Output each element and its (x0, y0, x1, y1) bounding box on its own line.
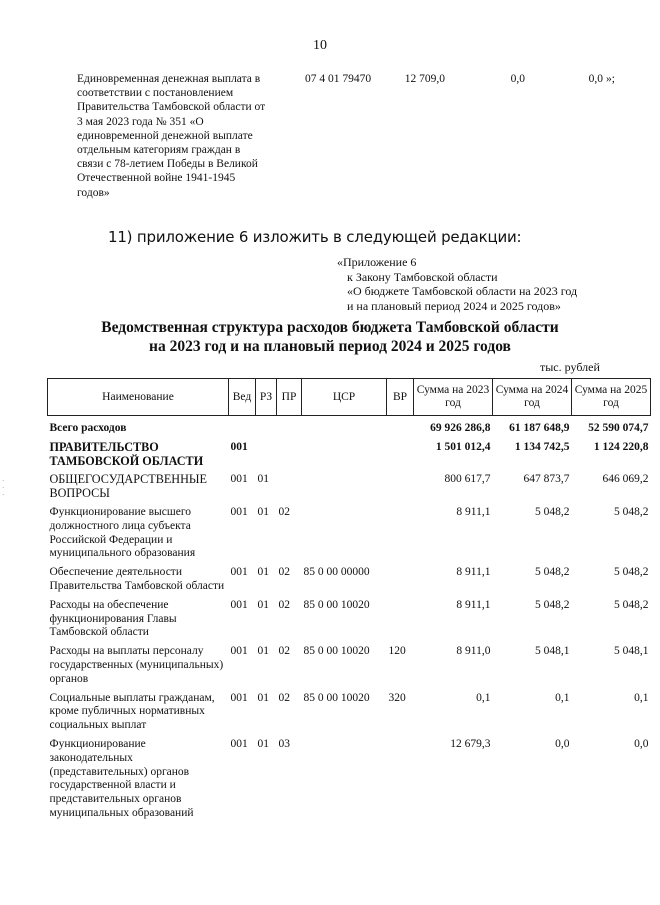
table-row (48, 738, 651, 821)
appendix-line-4: и на плановый период 2024 и 2025 годов» (347, 298, 561, 313)
instruction-paragraph: 11) приложение 6 изложить в следующей редакции: (108, 228, 522, 246)
header-sum-2024: Сумма на 2024 год (493, 379, 572, 416)
row-name: ОБЩЕГОСУДАРСТВЕННЫЕ ВОПРОСЫ (49, 472, 207, 501)
row-rz: 01 (257, 505, 269, 518)
row-rz: 01 (257, 598, 269, 611)
row-name: Функционирование законодательных (представительных) органов государственной власти и представительных органов муниципальных образований (49, 737, 194, 819)
row-csr: 85 0 00 10020 (303, 691, 370, 704)
row-sum-2024: 5 048,2 (535, 505, 570, 518)
row-csr (302, 738, 387, 821)
row-sum-2023: 1 501 012,4 (435, 440, 491, 453)
row-sum-2023: 0,1 (476, 691, 491, 704)
row-ved: 001 (230, 566, 248, 579)
row-sum-2024: 5 048,2 (535, 566, 570, 579)
row-pr: 02 (278, 691, 290, 704)
header-ved: Вед (229, 379, 256, 416)
row-rz: 01 (257, 691, 269, 704)
row-pr: 03 (278, 737, 290, 750)
row-sum-2024: 61 187 648,9 (509, 422, 570, 434)
row-ved: 001 (230, 645, 248, 658)
row-sum-2023: 8 911,1 (456, 505, 491, 518)
row-ved: 001 (230, 505, 248, 518)
row-ved: 001 (230, 440, 248, 453)
row-sum-2023: 8 911,0 (456, 645, 491, 658)
row-ved: 001 (230, 691, 248, 704)
table-row (48, 473, 651, 506)
row-csr (302, 506, 387, 566)
previous-row-closing-quote: »; (606, 73, 615, 85)
row-csr (302, 473, 387, 506)
row-pr: 02 (278, 645, 290, 658)
row-sum-2025: 52 590 074,7 (588, 422, 649, 434)
row-name: Всего расходов (49, 422, 127, 434)
row-vr (387, 566, 414, 599)
table-header-row (48, 379, 651, 416)
row-vr (387, 506, 414, 566)
row-ved (229, 416, 256, 441)
row-sum-2025: 5 048,1 (614, 645, 649, 658)
row-sum-2025: 1 124 220,8 (593, 440, 649, 453)
table-row (48, 566, 651, 599)
row-csr: 85 0 00 10020 (303, 598, 370, 611)
previous-row-code: 07 4 01 79470 (305, 73, 372, 85)
appendix-header (337, 255, 577, 313)
header-name: Наименование (48, 379, 229, 416)
row-sum-2024: 647 873,7 (523, 473, 570, 486)
row-rz: 01 (257, 645, 269, 658)
expense-table (47, 378, 651, 821)
table-row (48, 692, 651, 738)
table-row (48, 506, 651, 566)
row-name: Функционирование высшего должностного лица субъекта Российской Федерации и муниципального образования (49, 505, 196, 560)
table-row (48, 645, 651, 691)
row-vr (387, 599, 414, 645)
row-name: Расходы на выплаты персоналу государственных (муниципальных) органов (49, 645, 224, 685)
row-vr (387, 473, 414, 506)
row-vr (387, 441, 414, 474)
row-sum-2023: 12 679,3 (450, 737, 491, 750)
row-sum-2024: 5 048,1 (535, 645, 570, 658)
row-rz: 01 (257, 737, 269, 750)
row-sum-2023: 8 911,1 (456, 598, 491, 611)
previous-row-2023: 12 709,0 (404, 73, 445, 85)
row-name: ПРАВИТЕЛЬСТВО ТАМБОВСКОЙ ОБЛАСТИ (49, 439, 204, 468)
row-vr: 120 (388, 645, 406, 658)
row-sum-2025: 5 048,2 (614, 598, 649, 611)
row-rz: 01 (257, 473, 269, 486)
page-number: 10 (313, 38, 327, 53)
header-csr: ЦСР (302, 379, 387, 416)
row-sum-2023: 800 617,7 (444, 473, 491, 486)
row-sum-2024: 0,1 (555, 691, 570, 704)
row-sum-2025: 5 048,2 (614, 505, 649, 518)
appendix-line-1: «Приложение 6 (337, 255, 417, 269)
row-csr (302, 416, 387, 441)
header-vr: ВР (387, 379, 414, 416)
previous-row-2024: 0,0 (510, 73, 525, 85)
table-row (48, 441, 651, 474)
row-rz (256, 416, 277, 441)
row-vr: 320 (388, 691, 406, 704)
row-sum-2024: 0,0 (555, 737, 570, 750)
document-title (0, 318, 660, 356)
row-name: Социальные выплаты гражданам, кроме публичных нормативных социальных выплат (49, 691, 215, 732)
previous-row-name: Единовременная денежная выплата в соответствии с постановлением Правительства Тамбовской области от 3 мая 2023 года № 351 «О единовременной денежной выплате отдельным категориям граждан в связи с 78-летием Победы в Великой Отечественной войне 1941-1945 годов» (77, 73, 266, 199)
units-label: тыс. рублей (540, 360, 600, 374)
previous-row-2025: 0,0 (588, 73, 603, 85)
margin-mark: · · · (2, 477, 5, 499)
row-csr: 85 0 00 10020 (303, 645, 370, 658)
row-pr: 02 (278, 598, 290, 611)
row-sum-2024: 5 048,2 (535, 598, 570, 611)
table-row (48, 416, 651, 441)
row-ved: 001 (230, 598, 248, 611)
table-row (48, 599, 651, 645)
header-sum-2025: Сумма на 2025 год (572, 379, 651, 416)
row-sum-2024: 1 134 742,5 (514, 440, 570, 453)
row-rz (256, 441, 277, 474)
row-rz: 01 (257, 566, 269, 579)
header-rz: РЗ (256, 379, 277, 416)
row-vr (387, 416, 414, 441)
row-vr (387, 738, 414, 821)
appendix-line-2: к Закону Тамбовской области (347, 269, 498, 284)
row-sum-2025: 5 048,2 (614, 566, 649, 579)
row-pr (277, 416, 302, 441)
row-sum-2025: 0,0 (634, 737, 649, 750)
header-pr: ПР (277, 379, 302, 416)
row-sum-2023: 8 911,1 (456, 566, 491, 579)
row-pr (277, 473, 302, 506)
row-pr: 02 (278, 566, 290, 579)
row-sum-2025: 646 069,2 (602, 473, 649, 486)
row-csr: 85 0 00 00000 (303, 566, 370, 579)
row-sum-2025: 0,1 (634, 691, 649, 704)
header-sum-2023: Сумма на 2023 год (414, 379, 493, 416)
row-name: Обеспечение деятельности Правительства Тамбовской области (49, 566, 225, 592)
appendix-line-3: «О бюджете Тамбовской области на 2023 год (347, 284, 578, 298)
row-ved: 001 (230, 473, 248, 486)
row-ved: 001 (230, 737, 248, 750)
title-line-1: Ведомственная структура расходов бюджета Тамбовской области (101, 319, 559, 336)
row-pr (277, 441, 302, 474)
row-sum-2023: 69 926 286,8 (430, 422, 491, 434)
title-line-2: на 2023 год и на плановый период 2024 и 2025 годов (149, 338, 511, 355)
row-csr (302, 441, 387, 474)
row-name: Расходы на обеспечение функционирования Главы Тамбовской области (49, 598, 177, 639)
row-pr: 02 (278, 505, 290, 518)
